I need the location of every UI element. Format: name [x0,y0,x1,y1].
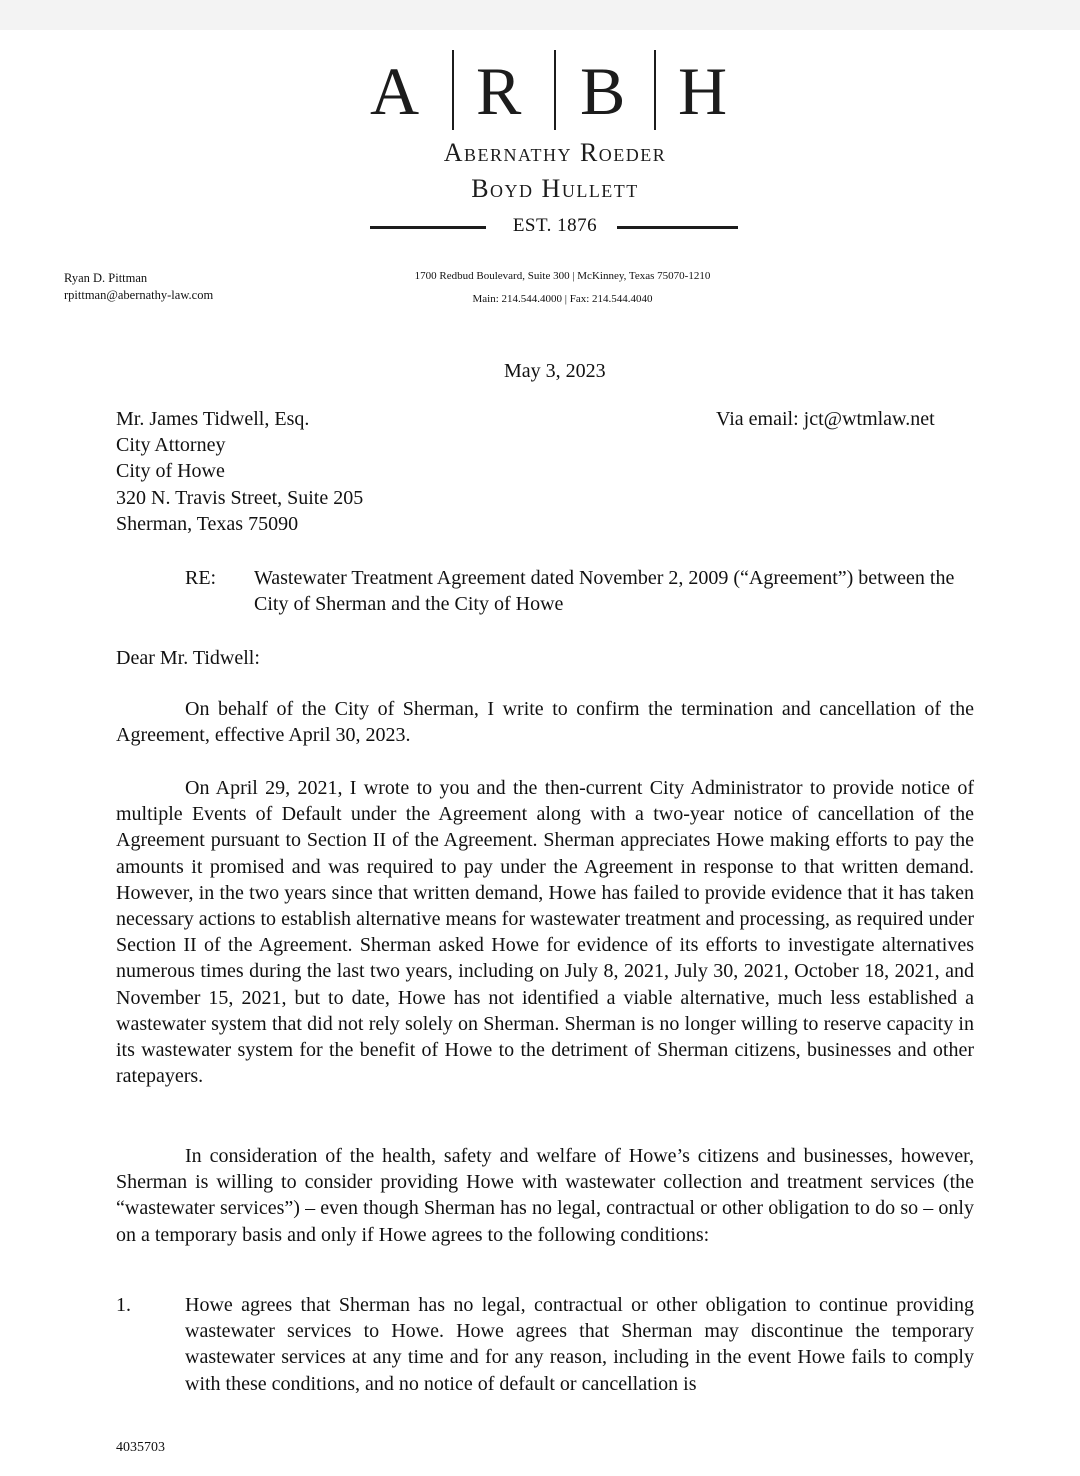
letter-date: May 3, 2023 [504,360,606,382]
est-rule-left [370,226,486,229]
firm-name-line2: Boyd Hullett [471,174,639,203]
body-paragraph: In consideration of the health, safety and welfare of Howe’s citizens and businesses, however, Sherman is willing to consider providing Howe with wastewater collection and treatment services (the “wastewater services”) – even though Sherman has no legal, contractual or other obligation to do so – only on a temporary basis and only if Howe agrees to the following conditions: [116,1145,974,1246]
recipient-name: Mr. James Tidwell, Esq. [116,408,310,430]
sender-name: Ryan D. Pittman [64,271,148,285]
firm-logo [360,48,750,134]
sender-block [64,270,213,304]
recipient-city: Sherman, Texas 75090 [116,512,299,535]
body-paragraph: On behalf of the City of Sherman, I write to confirm the termination and cancellation of the Agreement, effective April 30, 2023. [116,698,974,747]
condition-text: Howe agrees that Sherman has no legal, contractual or other obligation to continue providing wastewater services to Howe. Howe agrees that Sherman may discontinue the temporary wastewater services at any time and for any reason, including in the event Howe fails to comply with these conditions, and no notice of default or cancellation is [185,1294,974,1395]
condition-number: 1. [116,1294,131,1316]
logo-letter-a: A [370,53,421,129]
logo-letter-h: H [678,53,729,129]
logo-divider [452,50,454,130]
viewer-top-bar [0,0,1080,30]
recipient-street: 320 N. Travis Street, Suite 205 [116,486,364,509]
re-label: RE: [185,567,217,589]
re-subject: Wastewater Treatment Agreement dated November 2, 2009 (“Agreement”) between the City of Sherman and the City of Howe [254,567,955,616]
recipient-address [116,406,363,537]
body-paragraph: On April 29, 2021, I wrote to you and the then-current City Administrator to provide notice of multiple Events of Default under the Agreement along with a two-year notice of cancellation of the Agreement pursuant to Section II of the Agreement. Sherman appreciates Howe making efforts to pay the amounts it promised and was required to pay under the Agreement in response to that written demand. However, in the two years since that written demand, Howe has failed to provide evidence that it has taken necessary actions to establish alternative means for wastewater treatment and processing, as required under Section II of the Agreement. Sherman asked Howe for evidence of its efforts to investigate alternatives numerous times during the last two years, including on July 8, 2021, July 30, 2021, October 18, 2021, and November 15, 2021, but to date, Howe has not identified a viable alternative, much less established a wastewater system that did not rely solely on Sherman. Sherman is no longer willing to reserve capacity in its wastewater system for the benefit of Howe to the detriment of Sherman citizens, businesses and other ratepayers. [116,777,974,1088]
recipient-title: City Attorney [116,434,226,457]
document-number: 4035703 [116,1440,165,1455]
firm-name-line1: Abernathy Roeder [443,138,667,167]
delivery-method: Via email: jct@wtmlaw.net [716,408,935,430]
logo-divider [554,50,556,130]
recipient-organization: City of Howe [116,460,225,483]
office-phones: Main: 214.544.4000 | Fax: 214.544.4040 [472,293,653,305]
logo-divider [654,50,656,130]
salutation: Dear Mr. Tidwell: [116,647,260,669]
logo-letter-r: R [476,53,523,129]
est-rule-right [617,226,738,229]
sender-email: rpittman@abernathy-law.com [64,288,214,302]
established-label: EST. 1876 [512,215,598,236]
office-address: 1700 Redbud Boulevard, Suite 300 | McKinney, Texas 75070-1210 [414,270,711,282]
logo-letter-b: B [580,53,627,129]
